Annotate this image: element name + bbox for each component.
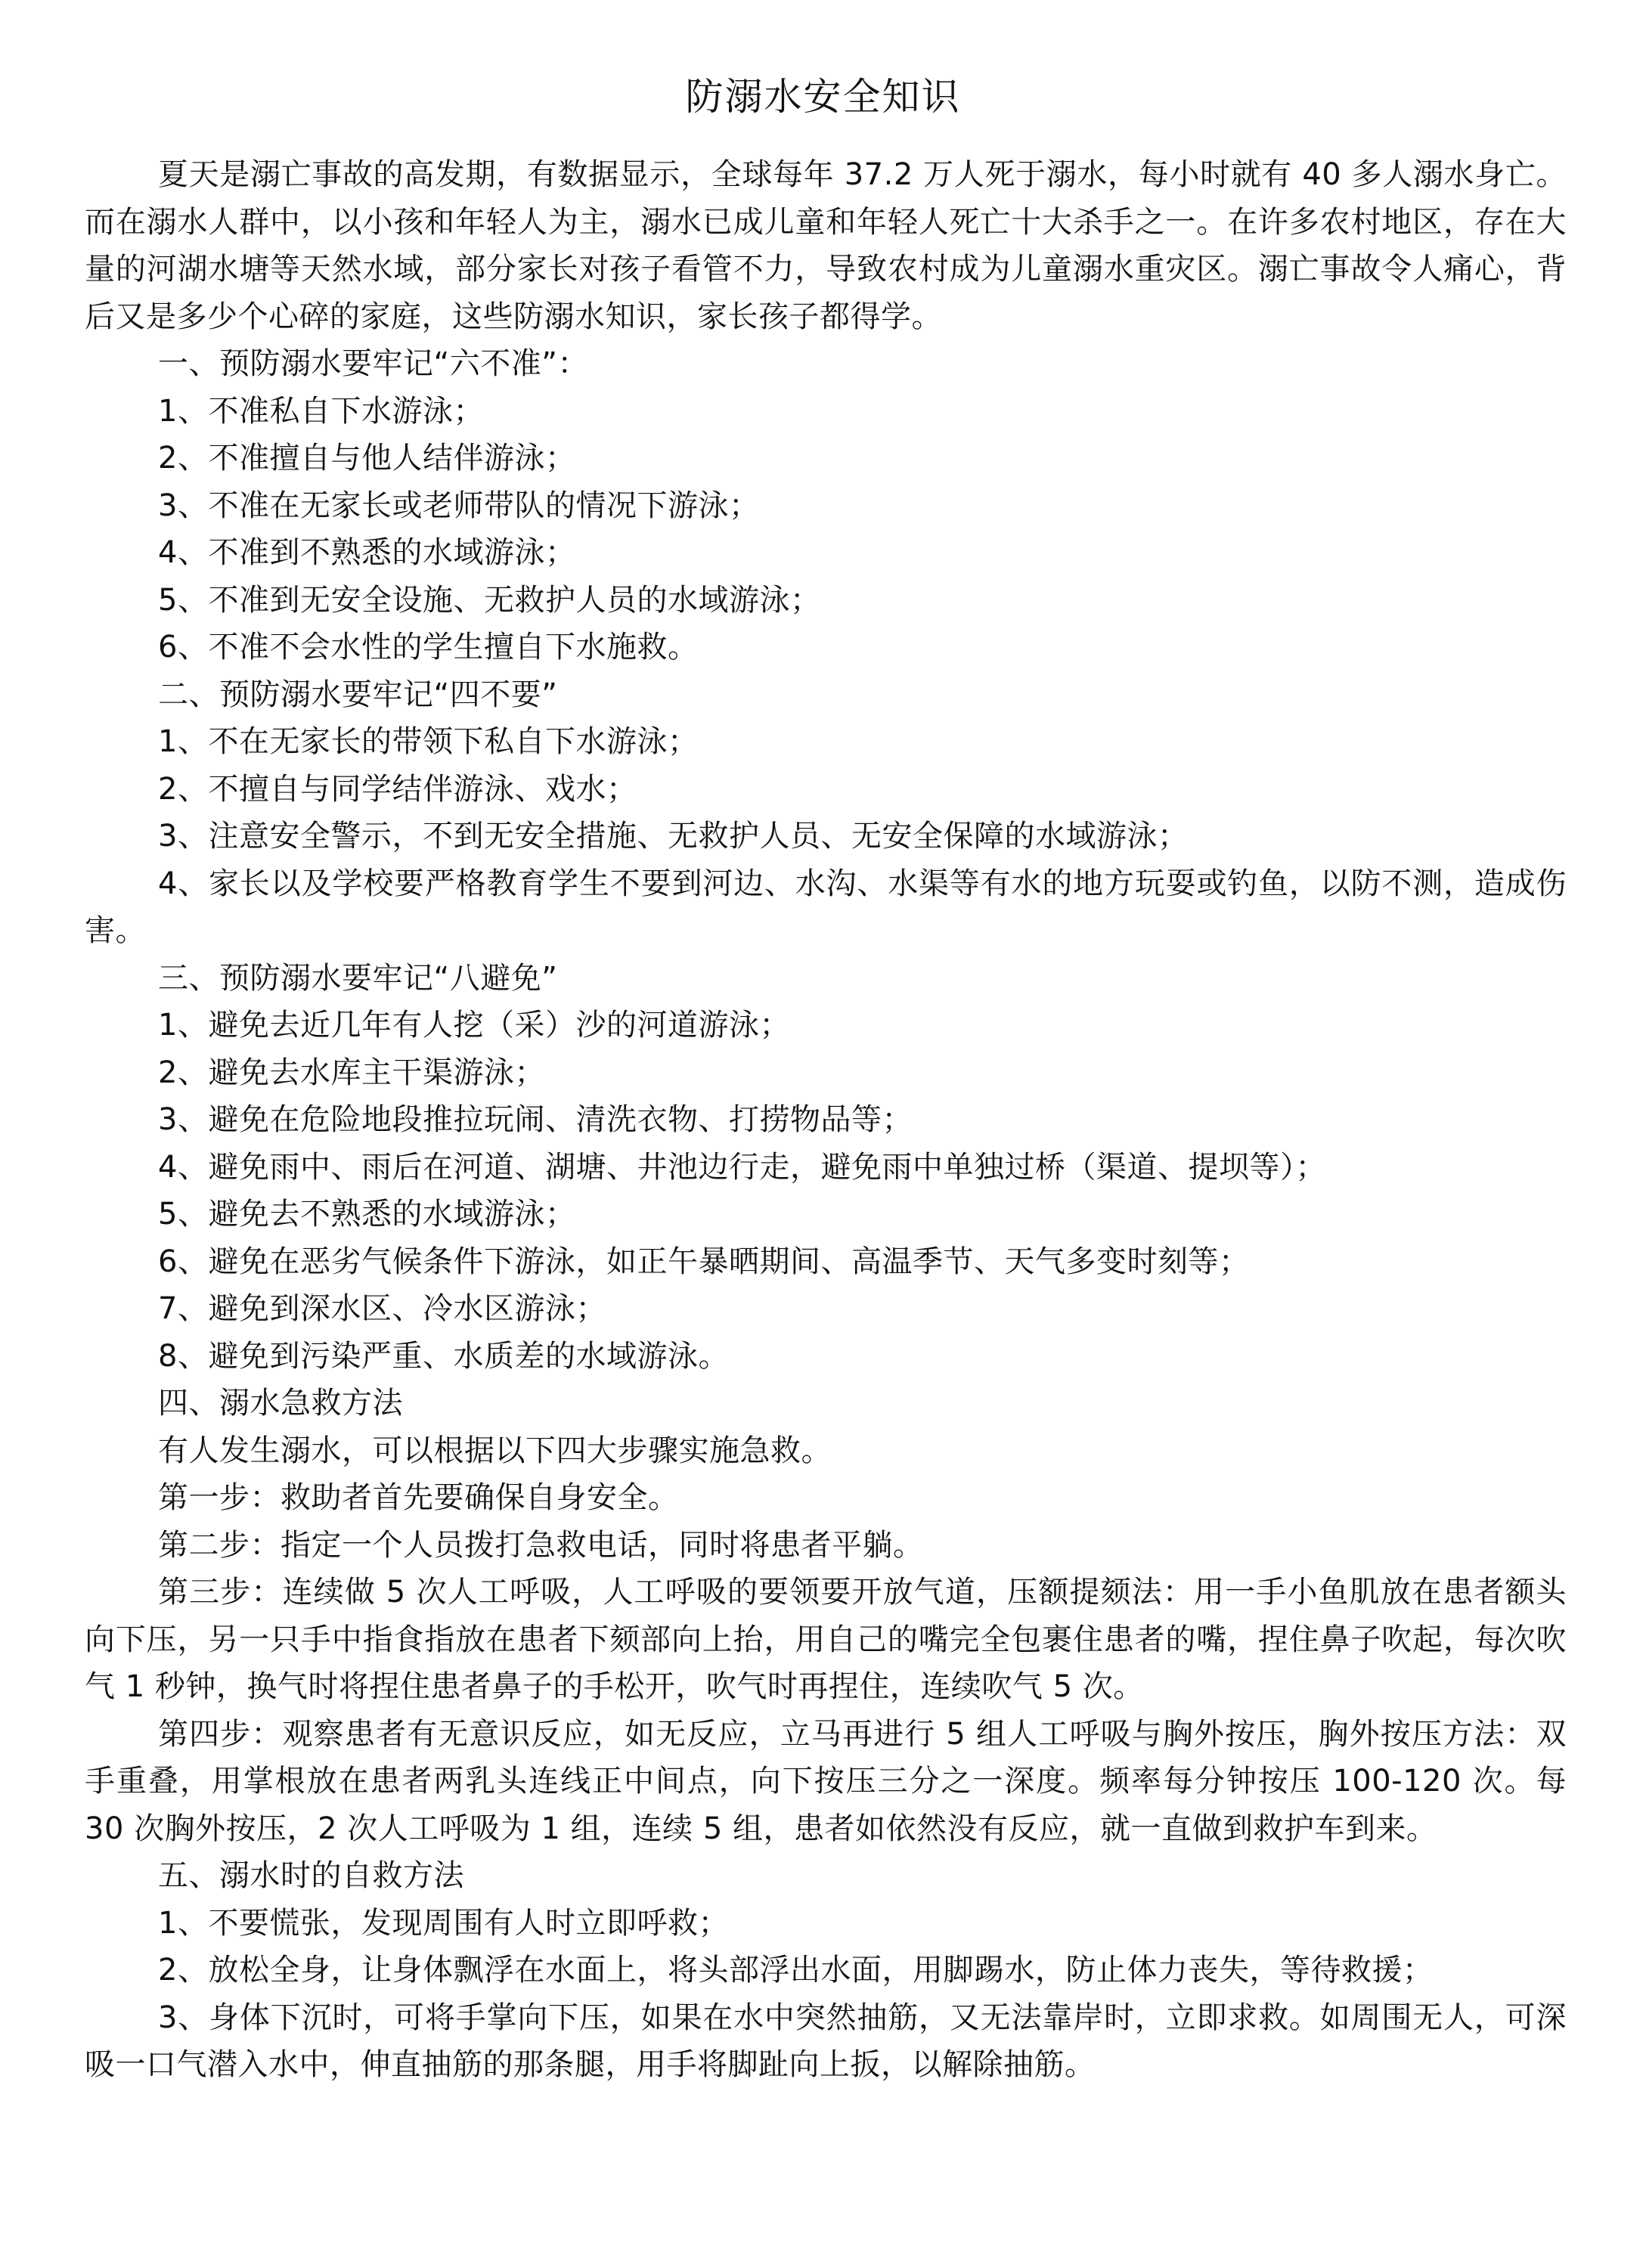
list-item: 1、避免去近几年有人挖（采）沙的河道游泳；: [158, 1008, 790, 1043]
list-item: 4、不准到不熟悉的水域游泳；: [158, 535, 576, 570]
list-item: 3、注意安全警示，不到无安全措施、无救护人员、无安全保障的水域游泳；: [158, 819, 1189, 854]
list-item: 2、放松全身，让身体飘浮在水面上，将头部浮出水面，用脚踢水，防止体力丧失，等待救援；: [158, 1953, 1434, 1988]
first-aid-step: 第四步：观察患者有无意识反应，如无反应，立马再进行 5 组人工呼吸与胸外按压，胸外按压方法：双手重叠，用掌根放在患者两乳头连线正中间点，向下按压三分之一深度。频率每分钟按压 100-120 次。每 30 次胸外按压，2 次人工呼吸为 1 组，连续 5 组，患者如依然没有反应，就一直做到救护车到来。: [85, 1716, 1567, 1846]
list-item: 6、不准不会水性的学生擅自下水施救。: [158, 630, 699, 665]
list-item: 3、不准在无家长或老师带队的情况下游泳；: [158, 488, 760, 523]
document-body: [85, 151, 1567, 2089]
first-aid-step: 第一步：救助者首先要确保自身安全。: [158, 1480, 679, 1515]
list-item: 8、避免到污染严重、水质差的水域游泳。: [158, 1338, 729, 1374]
list-item: 5、不准到无安全设施、无救护人员的水域游泳；: [158, 582, 821, 618]
list-item: 7、避免到深水区、冷水区游泳；: [158, 1291, 606, 1326]
intro-paragraph: 夏天是溺亡事故的高发期，有数据显示，全球每年 37.2 万人死于溺水，每小时就有 40 多人溺水身亡。而在溺水人群中，以小孩和年轻人为主，溺水已成儿童和年轻人死亡十大杀手之一。在许多农村地区，存在大量的河湖水塘等天然水域，部分家长对孩子看管不力，导致农村成为儿童溺水重灾区。溺亡事故令人痛心，背后又是多少个心碎的家庭，这些防溺水知识，家长孩子都得学。: [85, 157, 1567, 334]
section-heading-eight-avoids: 三、预防溺水要牢记“八避免”: [158, 960, 558, 996]
section-heading-six-rules: 一、预防溺水要牢记“六不准”：: [158, 346, 588, 381]
list-item: 6、避免在恶劣气候条件下游泳，如正午暴晒期间、高温季节、天气多变时刻等；: [158, 1244, 1250, 1279]
section-heading-self-rescue: 五、溺水时的自救方法: [158, 1858, 464, 1893]
list-item: 3、避免在危险地段推拉玩闹、清洗衣物、打捞物品等；: [158, 1102, 913, 1137]
list-item: 1、不在无家长的带领下私自下水游泳；: [158, 724, 699, 759]
list-item: 5、避免去不熟悉的水域游泳；: [158, 1197, 576, 1232]
list-item: 4、避免雨中、雨后在河道、湖塘、井池边行走，避免雨中单独过桥（渠道、提坝等）；: [158, 1149, 1326, 1185]
list-item: 2、不擅自与同学结伴游泳、戏水；: [158, 771, 637, 807]
section-heading-first-aid: 四、溺水急救方法: [158, 1386, 403, 1421]
list-item: 2、避免去水库主干渠游泳；: [158, 1055, 545, 1090]
list-item: 1、不要慌张，发现周围有人时立即呼救；: [158, 1905, 729, 1941]
list-item: 4、家长以及学校要严格教育学生不要到河边、水沟、水渠等有水的地方玩耍或钓鱼，以防不测，造成伤害。: [85, 866, 1567, 948]
list-item: 1、不准私自下水游泳；: [158, 393, 484, 429]
section-heading-four-donts: 二、预防溺水要牢记“四不要”: [158, 677, 558, 712]
first-aid-intro: 有人发生溺水，可以根据以下四大步骤实施急救。: [158, 1433, 832, 1468]
first-aid-step: 第二步：指定一个人员拨打急救电话，同时将患者平躺。: [158, 1527, 924, 1563]
document-title: 防溺水安全知识: [685, 75, 961, 119]
first-aid-step: 第三步：连续做 5 次人工呼吸，人工呼吸的要领要开放气道，压额提颏法：用一手小鱼肌放在患者额头向下压，另一只手中指食指放在患者下颏部向上抬，用自己的嘴完全包裹住患者的嘴，捏住鼻子吹起，每次吹气 1 秒钟，换气时将捏住患者鼻子的手松开，吹气时再捏住，连续吹气 5 次。: [85, 1575, 1567, 1704]
list-item: 2、不准擅自与他人结伴游泳；: [158, 441, 576, 476]
list-item: 3、身体下沉时，可将手掌向下压，如果在水中突然抽筋，又无法靠岸时，立即求救。如周围无人，可深吸一口气潜入水中，伸直抽筋的那条腿，用手将脚趾向上扳，以解除抽筋。: [85, 2000, 1567, 2082]
